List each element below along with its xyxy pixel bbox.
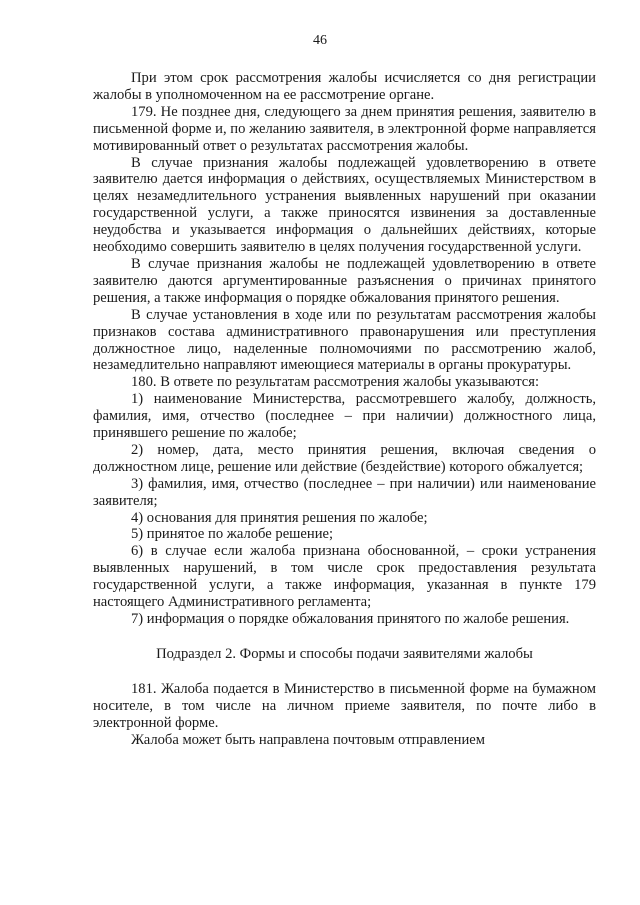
paragraph: Жалоба может быть направлена почтовым отправлением	[131, 731, 485, 748]
section-heading: Подраздел 2. Формы и способы подачи заявителями жалобы	[156, 645, 533, 662]
paragraph: В случае признания жалобы подлежащей удовлетворению в ответе заявителю дается информация о действиях, осуществляемых Министерством в целях незамедлительного устранения выявленных нарушений при оказании государственной услуги, а также приносятся извинения за доставленные неудобства и указывается информация о дальнейших действиях, которые необходимо совершить заявителю в целях получения государственной услуги.	[93, 154, 596, 256]
list-item: 1) наименование Министерства, рассмотревшего жалобу, должность, фамилия, имя, отчество (последнее – при наличии) должностного лица, принявшего решение по жалобе;	[93, 391, 596, 442]
paragraph: 180. В ответе по результатам рассмотрения жалобы указываются:	[131, 374, 540, 391]
list-item: 6) в случае если жалоба признана обоснованной, – сроки устранения выявленных нарушений, в том числе срок предоставления результата государственной услуги, а также информация, указанная в пункте 179 настоящего Административного регламента;	[93, 543, 596, 611]
paragraph: 179. Не позднее дня, следующего за днем принятия решения, заявителю в письменной форме и, по желанию заявителя, в электронной форме направляется мотивированный ответ о результатах рассмотрения жалобы.	[93, 103, 596, 154]
list-item: 3) фамилия, имя, отчество (последнее – при наличии) или наименование заявителя;	[93, 475, 596, 509]
list-item: 7) информация о порядке обжалования принятого по жалобе решения.	[131, 611, 570, 627]
paragraph: В случае установления в ходе или по результатам рассмотрения жалобы признаков состава административного правонарушения или преступления должностное лицо, наделенные полномочиями по рассмотрению жалоб, незамедлительно направляют имеющиеся материалы в органы прокуратуры.	[93, 306, 596, 374]
paragraph: При этом срок рассмотрения жалобы исчисляется со дня регистрации жалобы в уполномоченном на ее рассмотрение органе.	[93, 70, 596, 103]
list-item: 2) номер, дата, место принятия решения, включая сведения о должностном лице, решение или действие (бездействие) которого обжалуется;	[93, 441, 596, 475]
paragraph: В случае признания жалобы не подлежащей удовлетворению в ответе заявителю даются аргументированные разъяснения о причинах принятого решения, а также информация о порядке обжалования принятого решения.	[93, 255, 596, 306]
page-number: 46	[313, 33, 327, 48]
paragraph: 181. Жалоба подается в Министерство в письменной форме на бумажном носителе, в том числе на личном приеме заявителя, по почте либо в электронной форме.	[93, 680, 596, 731]
document-body	[93, 70, 596, 748]
list-item: 5) принятое по жалобе решение;	[131, 526, 334, 543]
list-item: 4) основания для принятия решения по жалобе;	[131, 509, 428, 526]
